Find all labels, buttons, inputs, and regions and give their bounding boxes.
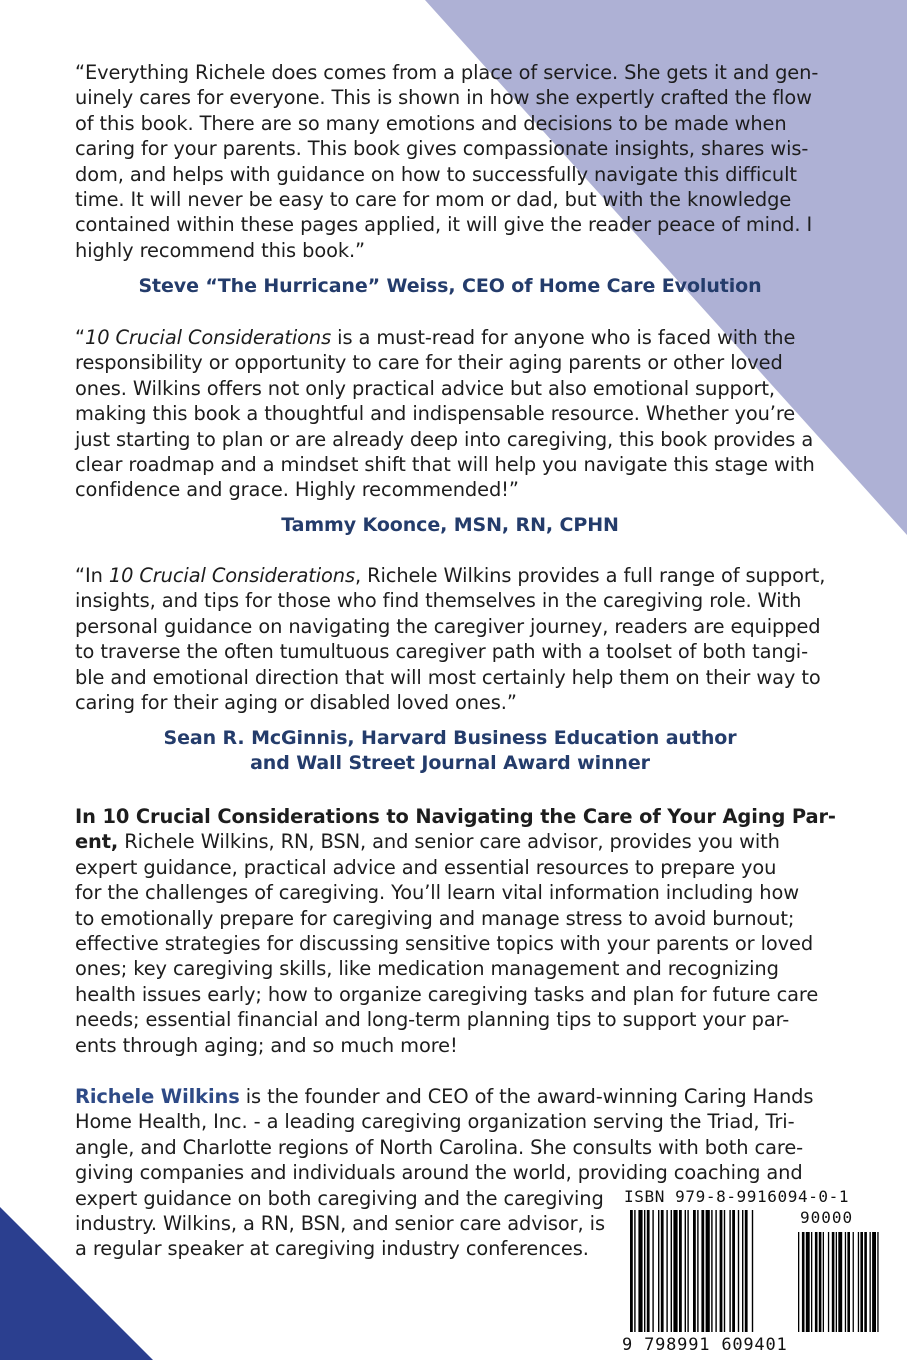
book-title-italic: 10 Crucial Considerations — [84, 326, 332, 349]
barcode-bar — [679, 1210, 682, 1332]
addon-barcode-bar — [811, 1232, 812, 1332]
testimonial-3 — [75, 563, 845, 715]
addon-barcode-bar — [806, 1232, 810, 1332]
addon-barcode-bar — [802, 1232, 805, 1332]
barcode-bar — [752, 1210, 753, 1332]
barcode-digits: 9 798991 609401 — [622, 1335, 788, 1355]
barcode-bar — [671, 1210, 672, 1332]
addon-barcode-bar — [877, 1232, 878, 1332]
testimonial-3-attribution: Sean R. McGinnis, Harvard Business Education author and Wall Street Journal Award winner — [163, 727, 737, 774]
barcode-bar — [742, 1210, 743, 1332]
barcode-bar — [738, 1210, 739, 1332]
barcode-bar — [693, 1210, 696, 1332]
addon-barcode-bar — [828, 1232, 829, 1332]
barcode-bar — [729, 1210, 730, 1332]
author-bio-text: Richele Wilkins is the founder and CEO of the award-winning Caring Hands Home Health, Inc. - a leading caregiving organization serving the Triad, Tri- angle, and Charlotte regions of North Carolina. She consults with both care- giving companies and individuals around the world, providing coaching and expert guidance on both caregiving and the caregiving industry. Wilkins, a RN, BSN, and senior care advisor, is a regular speaker at caregiving industry conferences. — [75, 1085, 814, 1261]
book-description-text: In 10 Crucial Considerations to Navigating the Care of Your Aging Par- ent, Richele Wilkins, RN, BSN, and senior care advisor, provides you with expert guidance, practical advice and essential resources to prepare you for the challenges of caregiving. You’ll learn vital information including how to emotionally prepare for caregiving and manage stress to avoid burnout; effective strategies for discussing sensitive topics with your parents or loved ones; key caregiving skills, like medication management and recognizing health issues early; how to organize caregiving tasks and plan for future care needs; essential financial and long-term planning tips to support your par- ents through aging; and so much more! — [75, 805, 836, 1057]
addon-barcode-bar — [872, 1232, 876, 1332]
addon-barcode-bar — [870, 1232, 871, 1332]
barcode-bar — [673, 1210, 677, 1332]
addon-barcode-bar — [836, 1232, 837, 1332]
testimonial-1-text: “Everything Richele does comes from a place of service. She gets it and gen- uinely cares for everyone. This is shown in how she expertly crafted the flow of this book. There are so many emotions and decisions to be made when caring for your parents. This book gives compassionate insights, shares wis- dom, and helps with guidance on how to successfully navigate this difficult time. It will never be easy to care for mom or dad, but with the knowledge contained within these pages applied, it will give the reader peace of mind. I highly recommend this book.” — [75, 61, 819, 262]
addon-barcode-bar — [845, 1232, 846, 1332]
book-title-italic: 10 Crucial Considerations — [108, 564, 355, 587]
addon-barcode-bar — [832, 1232, 835, 1332]
addon-barcode-bar — [858, 1232, 859, 1332]
barcode-bar — [715, 1210, 716, 1332]
testimonial-2-attribution: Tammy Koonce, MSN, RN, CPHN — [281, 514, 619, 536]
testimonial-3-text: “In 10 Crucial Considerations, Richele Wilkins provides a full range of support, insights, and tips for those who find themselves in the caregiving role. With personal guidance on navigating the caregiver journey, readers are equipped to traverse the often tumultuous caregiver path with a toolset of both tangi- ble and emotional direction that will most certainly help them on their way to caring for their aging or disabled loved ones.” — [75, 564, 826, 715]
barcode-bar — [652, 1210, 653, 1332]
barcode-bar — [658, 1210, 659, 1332]
barcode-bar — [701, 1210, 704, 1332]
testimonial-1-attribution: Steve “The Hurricane” Weiss, CEO of Home Care Evolution — [138, 275, 762, 297]
barcode-bar — [685, 1210, 686, 1332]
addon-barcode-bar — [838, 1232, 842, 1332]
testimonial-2-text: “10 Crucial Considerations is a must-read for anyone who is faced with the responsibility or opportunity to care for their aging parents or other loved ones. Wilkins offers not only practical advice but also emotional support, making this book a thoughtful and indispensable resource. Whether you’re just starting to plan or are already deep into caregiving, this book provides a clear roadmap and a mindset shift that will help you navigate this stage with confidence and grace. Highly recommended!” — [75, 326, 815, 502]
barcode-bar — [711, 1210, 712, 1332]
testimonial-2 — [75, 325, 835, 503]
barcode-bar — [745, 1210, 748, 1332]
barcode-bar — [638, 1210, 642, 1332]
addon-barcode-bar — [864, 1232, 867, 1332]
barcode-bar — [732, 1210, 735, 1332]
barcode-bars — [630, 1210, 882, 1336]
addon-barcode-bar — [847, 1232, 850, 1332]
barcode-bar — [661, 1210, 664, 1332]
author-name: Richele Wilkins — [75, 1085, 240, 1108]
addon-barcode-bar — [815, 1232, 818, 1332]
barcode-bar — [630, 1210, 633, 1332]
testimonial-1 — [75, 60, 835, 263]
barcode-bar — [666, 1210, 667, 1332]
barcode-bar — [687, 1210, 688, 1332]
barcode-bar — [644, 1210, 645, 1332]
addon-barcode-bar — [798, 1232, 799, 1332]
barcode-bar — [706, 1210, 710, 1332]
isbn-label: ISBN 979-8-9916094-0-1 — [624, 1187, 850, 1206]
addon-barcode-bar — [819, 1232, 822, 1332]
price-code: 90000 — [800, 1208, 854, 1227]
barcode-bar — [647, 1210, 650, 1332]
barcode-bar — [634, 1210, 635, 1332]
barcode-bar — [697, 1210, 698, 1332]
addon-barcode-bar — [853, 1232, 854, 1332]
barcode-bar — [720, 1210, 723, 1332]
barcode-bar — [724, 1210, 725, 1332]
addon-barcode-bar — [860, 1232, 863, 1332]
book-description — [75, 804, 845, 1058]
addon-barcode-bar — [823, 1232, 824, 1332]
